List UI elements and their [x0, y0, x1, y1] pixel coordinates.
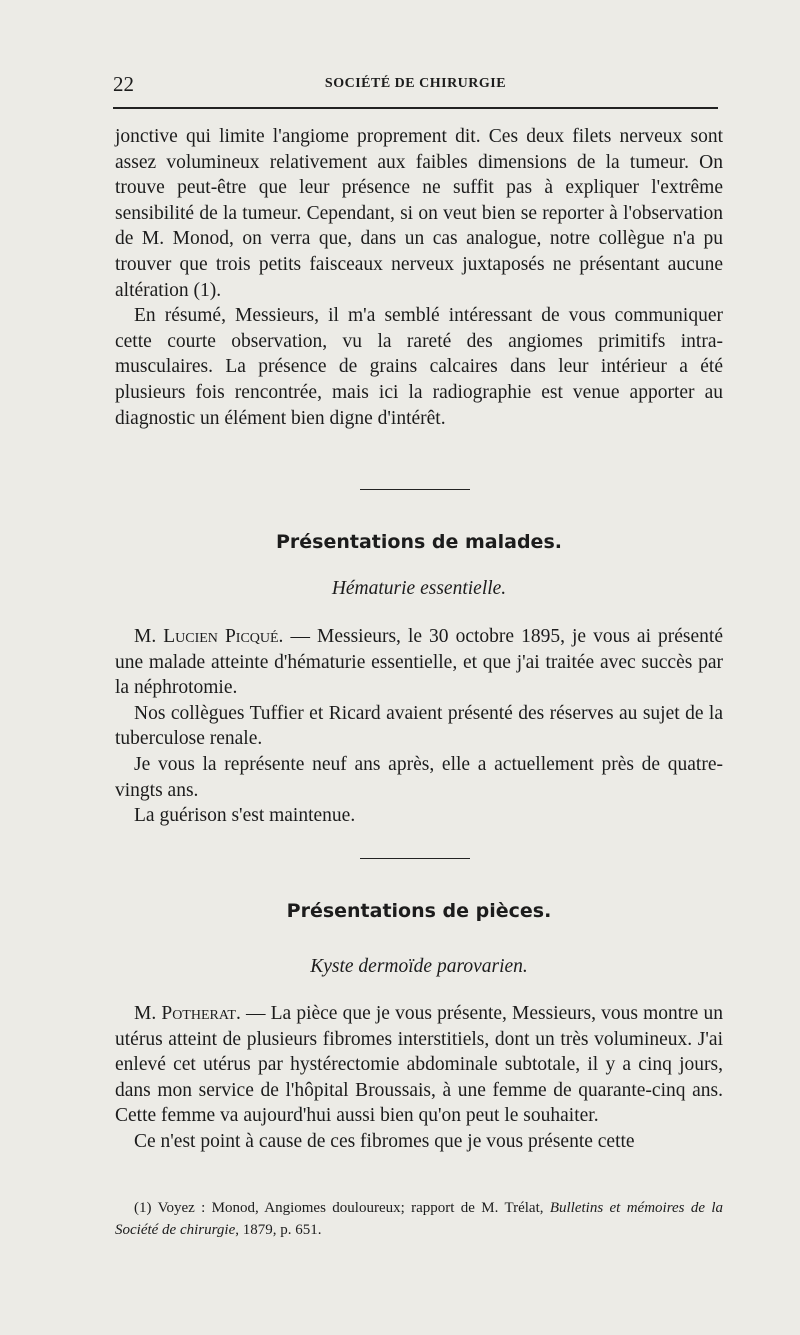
malades-paragraph-4: La guérison s'est maintenue.	[134, 805, 356, 827]
footnote-part-1: (1) Voyez : Monod, Angiomes douloureux; rapport de M. Trélat,	[134, 1200, 550, 1216]
header-rule	[113, 107, 718, 109]
footnote-part-2: , 1879, p. 651.	[235, 1222, 322, 1238]
pieces-paragraph-2: Ce n'est point à cause de ces fibromes que je vous présente cette	[134, 1130, 635, 1152]
running-title: SOCIÉTÉ DE CHIRURGIE	[324, 76, 507, 91]
footnote	[115, 1197, 723, 1241]
intro-paragraph-1: jonctive qui limite l'angiome proprement dit. Ces deux filets nerveux sont assez volumineux relativement aux faibles dimensions de la tumeur. On trouve peut-être que leur présence ne suffit pas à expliquer l'extrême sensibilité de la tumeur. Cependant, si on veut bien se reporter à l'observation de M. Monod, on verra que, dans un cas analogue, notre collègue n'a pu trouver que trois petits faisceaux nerveux juxtaposés ne présentant aucune altération (1).	[115, 126, 723, 301]
section-subtitle-hematurie: Hématurie essentielle.	[331, 578, 507, 599]
section-heading-pieces: Présentations de pièces.	[286, 900, 552, 922]
malades-text	[115, 624, 723, 829]
page-number: 22	[113, 72, 134, 96]
intro-text	[115, 124, 723, 431]
section-heading-malades: Présentations de malades.	[276, 531, 562, 553]
pieces-text	[115, 1001, 723, 1155]
section-divider-2	[360, 858, 470, 859]
malades-paragraph-1	[115, 624, 723, 701]
pieces-paragraph-1	[115, 1001, 723, 1129]
malades-paragraph-1-text: — Messieurs, le 30 octobre 1895, je vous ai présenté une malade atteinte d'hématurie essentielle, et que j'ai traitée avec succès par la néphrotomie.	[115, 626, 723, 699]
malades-paragraph-3: Je vous la représente neuf ans après, elle a actuellement près de quatre-vingts ans.	[115, 753, 723, 801]
pieces-paragraph-1-text: — La pièce que je vous présente, Messieurs, vous montre un utérus atteint de plusieurs fibromes interstitiels, dont un très volumineux. J'ai enlevé cet utérus par hystérectomie abdominale subtotale, il y a cinq jours, dans mon service de l'hôpital Broussais, à une femme de quarante-cinq ans. Cette femme va aujourd'hui aussi bien qu'on peut le souhaiter.	[115, 1003, 723, 1127]
page-header	[113, 72, 718, 96]
section-divider-1	[360, 489, 470, 490]
malades-paragraph-2: Nos collègues Tuffier et Ricard avaient présenté des réserves au sujet de la tuberculose renale.	[115, 702, 723, 750]
intro-paragraph-2: En résumé, Messieurs, il m'a semblé intéressant de vous communiquer cette courte observation, vu la rareté des angiomes primitifs intra-musculaires. La présence de grains calcaires dans leur intérieur a été plusieurs fois rencontrée, mais ici la radiographie est venue apporter au diagnostic un élément bien digne d'intérêt.	[115, 305, 723, 429]
speaker-potherat: M. Potherat.	[134, 1003, 241, 1024]
footnote-italic-title: Bulletins et mémoires de la Société de chirurgie	[115, 1200, 723, 1238]
section-subtitle-kyste: Kyste dermoïde parovarien.	[310, 956, 528, 977]
footnote-text	[115, 1197, 723, 1241]
speaker-picque: M. Lucien Picqué.	[134, 626, 284, 647]
